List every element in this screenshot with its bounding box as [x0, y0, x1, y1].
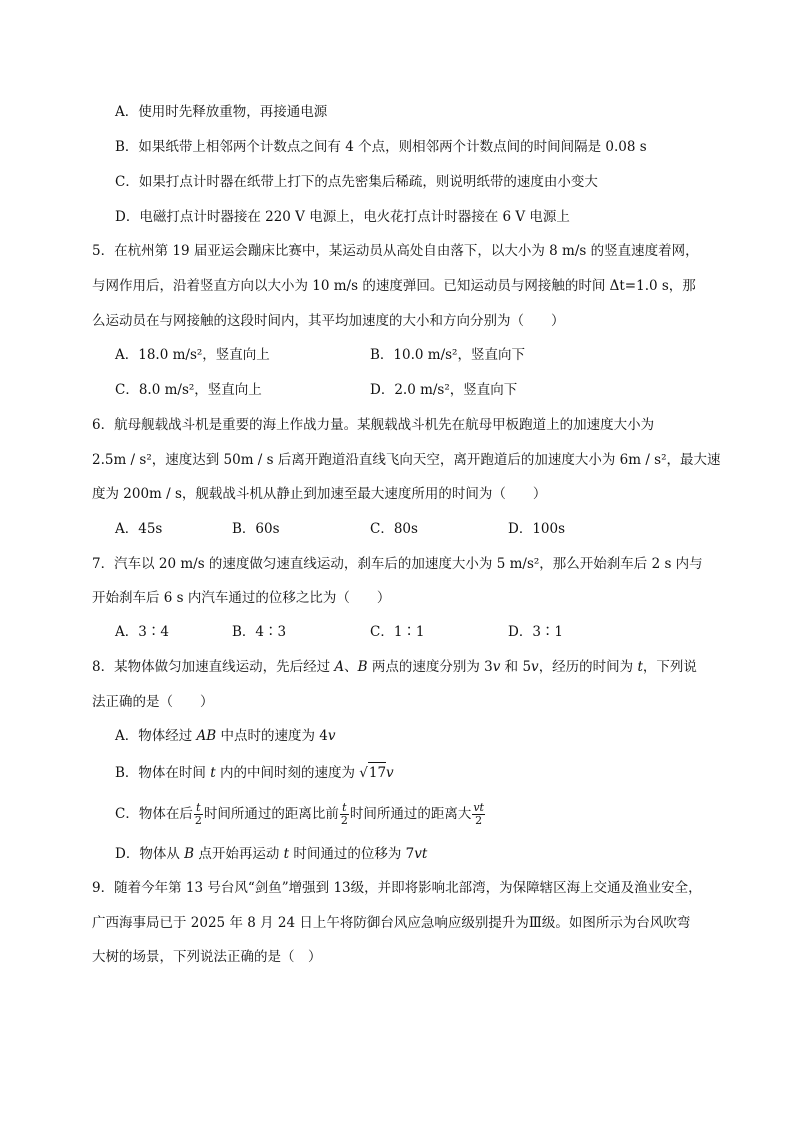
- q7-option-b: B．4∶3: [232, 624, 287, 640]
- q8-stem-line2: 法正确的是（ ）: [92, 694, 214, 710]
- q5-stem-line2: 与网作用后，沿着竖直方向以大小为 10 m/s 的速度弹回。已知运动员与网接触的时间 Δt=1.0 s，那: [92, 278, 696, 294]
- q9-stem-line1: 9．随着今年第 13 号台风“剑鱼”增强到 13级，并即将影响北部湾，为保障辖区海上交通及渔业安全，: [92, 880, 702, 896]
- q9-stem-line2: 广西海事局已于 2025 年 8 月 24 日上午将防御台风应急响应级别提升为Ⅲ级。如图所示为台风吹弯: [92, 915, 691, 931]
- q5-option-a: A．18.0 m/s²，竖直向上: [115, 347, 270, 363]
- q8-c-text: C．物体在后: [115, 806, 193, 822]
- q8-d-text: D．物体从: [115, 846, 185, 862]
- fraction-denominator: 2: [475, 814, 483, 827]
- q5-stem-line3: 么运动员在与网接触的这段时间内，其平均加速度的大小和方向分别为（ ）: [92, 313, 565, 329]
- q8-b-radicand: 17: [368, 762, 386, 783]
- fraction-numerator: vt: [473, 801, 484, 814]
- q8-b-var: v: [386, 765, 394, 781]
- q8-c-fraction: [472, 802, 485, 827]
- q7-option-c: C．1∶1: [370, 624, 425, 640]
- q8-var-v: v: [531, 659, 539, 675]
- q6-option-d: D．100s: [508, 521, 566, 537]
- q8-c-fraction: [194, 802, 203, 827]
- q8-b-text: B．物体在时间: [115, 765, 211, 781]
- sqrt-icon: √: [359, 765, 368, 781]
- q5-stem-line1: 5．在杭州第 19 届亚运会蹦床比赛中，某运动员从高处自由落下，以大小为 8 m/s 的竖直速度着网，: [92, 243, 699, 259]
- q8-stem-text: 8．某物体做匀加速直线运动，先后经过: [92, 659, 335, 675]
- q8-d-text: 时间通过的位移为 7: [289, 846, 415, 862]
- q7-option-a: A．3∶4: [115, 624, 169, 640]
- q5-option-c: C．8.0 m/s²，竖直向上: [115, 382, 262, 398]
- q4-option-b: B．如果纸带上相邻两个计数点之间有 4 个点，则相邻两个计数点间的时间间隔是 0.08 s: [115, 139, 647, 155]
- q8-option-d: [115, 844, 427, 864]
- q8-option-c: [115, 800, 486, 828]
- q8-a-segment: AB: [196, 728, 217, 744]
- q7-stem-line2: 开始刹车后 6 s 内汽车通过的位移之比为（ ）: [92, 590, 391, 606]
- q8-a-text: 中点时的速度为 4: [216, 728, 328, 744]
- q6-option-a: A．45s: [115, 521, 163, 537]
- fraction-denominator: 2: [194, 814, 202, 827]
- q8-stem-text: 两点的速度分别为 3: [367, 659, 493, 675]
- q8-d-text: 点开始再运动: [194, 846, 284, 862]
- q8-stem-text: 、: [344, 659, 358, 675]
- q8-d-point: B: [184, 846, 195, 862]
- q8-stem-text: 和 5: [500, 659, 532, 675]
- q6-option-c: C．80s: [370, 521, 418, 537]
- q8-point-a: A: [334, 659, 345, 675]
- q8-b-text: 内的中间时刻的速度为: [215, 765, 360, 781]
- q5-option-b: B．10.0 m/s²，竖直向下: [370, 347, 525, 363]
- q8-point-b: B: [357, 659, 368, 675]
- q8-option-a: [115, 726, 336, 746]
- q8-var-v: v: [492, 659, 501, 675]
- q8-c-fraction: [340, 802, 349, 827]
- q5-option-d: D．2.0 m/s²，竖直向下: [370, 382, 518, 398]
- q6-stem-line1: 6．航母舰载战斗机是重要的海上作战力量。某舰载战斗机先在航母甲板跑道上的加速度大小为: [92, 417, 655, 433]
- q7-stem-line1: 7．汽车以 20 m/s 的速度做匀速直线运动，刹车后的加速度大小为 5 m/s²，那么开始刹车后 2 s 内与: [92, 556, 703, 572]
- q8-c-text: 时间所通过的距离比前: [203, 806, 339, 822]
- q8-option-b: [115, 762, 394, 783]
- q8-stem-line1: [92, 657, 697, 677]
- q8-a-var: v: [327, 728, 336, 744]
- q4-option-d: D．电磁打点计时器接在 220 V 电源上，电火花打点计时器接在 6 V 电源上: [115, 209, 570, 225]
- q8-a-text: A．物体经过: [115, 728, 197, 744]
- q8-stem-text: ，下列说: [642, 659, 697, 675]
- q6-stem-line3: 度为 200m / s，舰载战斗机从静止到加速至最大速度所用的时间为（ ）: [92, 486, 547, 502]
- q7-option-d: D．3∶1: [508, 624, 564, 640]
- q6-option-b: B．60s: [232, 521, 280, 537]
- q6-stem-line2: 2.5m / s²，速度达到 50m / s 后离开跑道沿直线飞向天空，离开跑道后的加速度大小为 6m / s²，最大速: [92, 452, 721, 468]
- q8-c-text: 时间所通过的距离大: [349, 806, 472, 822]
- q4-option-c: C．如果打点计时器在纸带上打下的点先密集后稀疏，则说明纸带的速度由小变大: [115, 174, 598, 190]
- q8-b-var: t: [210, 765, 216, 781]
- q8-d-var: vt: [414, 846, 428, 862]
- q4-option-a: A．使用时先释放重物，再接通电源: [115, 104, 328, 120]
- q8-d-var: t: [283, 846, 290, 862]
- q9-stem-line3: 大树的场景，下列说法正确的是（ ）: [92, 949, 322, 965]
- q8-var-t: t: [637, 659, 643, 675]
- fraction-denominator: 2: [340, 814, 348, 827]
- fraction-numerator: t: [194, 802, 203, 815]
- q8-stem-text: ，经历的时间为: [538, 659, 638, 675]
- fraction-numerator: t: [340, 802, 349, 815]
